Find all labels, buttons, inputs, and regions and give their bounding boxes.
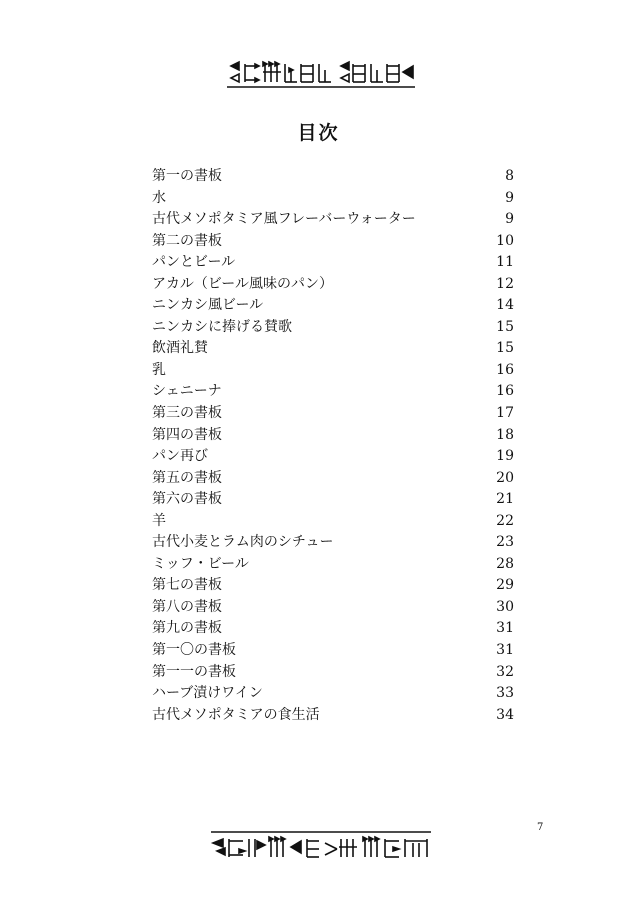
toc-entry xyxy=(152,705,514,727)
toc-entry-label: ニンカシに捧げる賛歌 xyxy=(152,318,292,335)
toc-entry-page: 30 xyxy=(496,598,514,615)
toc-entry-page: 19 xyxy=(496,448,514,465)
toc-entry-label: 古代メソポタミア風フレーバーウォーター xyxy=(152,211,416,228)
toc-entry xyxy=(152,317,514,339)
toc-entry xyxy=(152,683,514,705)
toc-entry xyxy=(152,403,514,425)
toc-entry xyxy=(152,381,514,403)
toc-entry xyxy=(152,274,514,296)
toc-entry-label: ニンカシ風ビール xyxy=(152,297,264,314)
toc-entry xyxy=(152,360,514,382)
top-cuneiform-ornament xyxy=(225,58,417,90)
toc-entry-label: 第一〇の書板 xyxy=(152,642,236,659)
toc-entry-label: 第四の書板 xyxy=(152,426,222,443)
toc-entry xyxy=(152,597,514,619)
toc-entry-page: 33 xyxy=(496,685,514,702)
toc-entry-page: 14 xyxy=(496,297,514,314)
bottom-cuneiform-ornament xyxy=(209,829,433,863)
toc-entry-page: 34 xyxy=(496,706,514,723)
toc-entry-page: 20 xyxy=(496,469,514,486)
toc-entry-page: 22 xyxy=(496,512,514,529)
table-of-contents xyxy=(152,166,514,726)
toc-entry-page: 15 xyxy=(496,318,514,335)
page-title: 目次 xyxy=(297,122,340,144)
toc-entry-page: 28 xyxy=(496,555,514,572)
toc-entry-label: 第九の書板 xyxy=(152,620,222,637)
toc-entry-page: 21 xyxy=(496,491,514,508)
toc-entry-label: ハーブ漬けワイン xyxy=(152,685,263,702)
toc-entry-label: ミッフ・ビール xyxy=(152,555,249,572)
toc-entry-page: 15 xyxy=(496,340,514,357)
toc-entry-label: アカル（ビール風味のパン） xyxy=(152,275,334,292)
toc-entry-label: 第五の書板 xyxy=(152,469,222,486)
toc-entry-page: 32 xyxy=(496,663,514,680)
toc-entry-label: 第一の書板 xyxy=(152,168,222,184)
toc-entry-label: 第八の書板 xyxy=(152,598,222,615)
toc-entry xyxy=(152,252,514,274)
toc-entry xyxy=(152,489,514,511)
toc-entry-page: 17 xyxy=(496,405,514,422)
toc-entry xyxy=(152,640,514,662)
toc-entry-label: 羊 xyxy=(152,512,166,529)
toc-entry-label: 第三の書板 xyxy=(152,405,222,422)
toc-entry-page: 8 xyxy=(505,168,514,184)
toc-entry-label: 古代メソポタミアの食生活 xyxy=(152,706,320,723)
toc-entry-label: 第一一の書板 xyxy=(152,663,236,680)
toc-entry-page: 11 xyxy=(496,254,514,271)
toc-entry-page: 18 xyxy=(496,426,514,443)
toc-entry xyxy=(152,338,514,360)
toc-entry xyxy=(152,511,514,533)
toc-entry-page: 9 xyxy=(505,211,514,228)
toc-entry-label: 第七の書板 xyxy=(152,577,222,594)
toc-entry-label: 水 xyxy=(152,189,166,206)
toc-entry-label: 飲酒礼賛 xyxy=(152,340,208,357)
toc-entry xyxy=(152,295,514,317)
toc-entry-label: シェニーナ xyxy=(152,383,222,400)
toc-entry-page: 12 xyxy=(496,275,514,292)
toc-entry xyxy=(152,618,514,640)
toc-entry-page: 23 xyxy=(496,534,514,551)
toc-entry xyxy=(152,166,514,188)
page-number: 7 xyxy=(537,822,544,833)
toc-entry-page: 9 xyxy=(505,189,514,206)
toc-entry-page: 16 xyxy=(496,383,514,400)
toc-entry xyxy=(152,662,514,684)
toc-entry xyxy=(152,231,514,253)
toc-entry xyxy=(152,554,514,576)
toc-entry-label: パン再び xyxy=(152,448,208,465)
toc-entry-page: 16 xyxy=(496,361,514,378)
toc-entry xyxy=(152,446,514,468)
toc-entry xyxy=(152,575,514,597)
toc-entry xyxy=(152,188,514,210)
toc-entry-label: 第二の書板 xyxy=(152,232,222,249)
toc-entry-label: パンとビール xyxy=(152,254,236,271)
toc-entry-label: 古代小麦とラム肉のシチュー xyxy=(152,534,334,551)
toc-entry xyxy=(152,425,514,447)
toc-entry xyxy=(152,468,514,490)
toc-entry-label: 第六の書板 xyxy=(152,491,222,508)
toc-entry-page: 31 xyxy=(496,642,514,659)
toc-entry xyxy=(152,532,514,554)
toc-entry-page: 10 xyxy=(496,232,514,249)
toc-entry xyxy=(152,209,514,231)
toc-entry-page: 29 xyxy=(496,577,514,594)
toc-entry-label: 乳 xyxy=(152,361,166,378)
toc-entry-page: 31 xyxy=(496,620,514,637)
